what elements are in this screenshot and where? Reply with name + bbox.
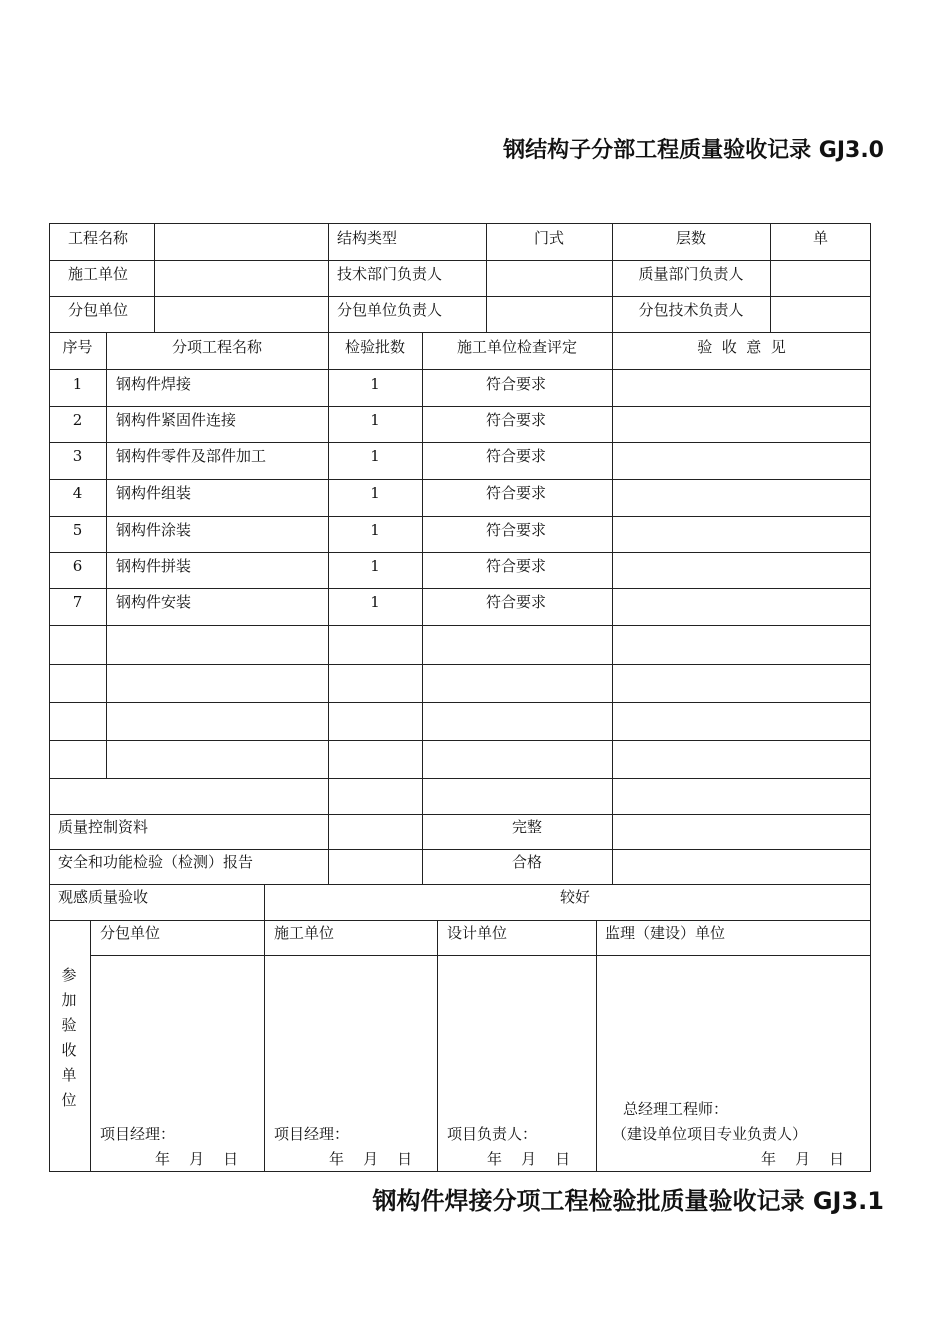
row-line	[49, 552, 871, 553]
structure-type-value: 门式	[533, 229, 564, 247]
floors-value: 单	[812, 229, 828, 247]
item-result: 符合要求	[486, 593, 547, 611]
item-batches: 1	[370, 557, 380, 575]
col-line	[612, 332, 613, 884]
table-border	[49, 223, 871, 1172]
col-header-seq: 序号	[62, 338, 93, 356]
row-line	[90, 955, 871, 956]
item-name: 钢构件紧固件连接	[116, 411, 237, 429]
row-line	[49, 664, 871, 665]
item-batches: 1	[370, 484, 380, 502]
design-unit-label: 设计单位	[447, 924, 508, 942]
item-batches: 1	[370, 593, 380, 611]
item-seq: 2	[72, 411, 83, 429]
col-line	[90, 920, 91, 1172]
tech-head-label: 技术部门负责人	[337, 265, 443, 283]
side-char: 参	[61, 966, 77, 984]
item-name: 钢构件零件及部件加工	[116, 447, 267, 465]
item-batches: 1	[370, 447, 380, 465]
builder-sign-date: 年 月 日	[329, 1150, 413, 1168]
item-seq: 7	[72, 593, 83, 611]
row-line	[49, 849, 871, 850]
col-line	[154, 223, 155, 332]
col-line	[596, 920, 597, 1172]
design-sign-label: 项目负责人：	[447, 1125, 538, 1143]
col-line	[264, 884, 265, 1172]
supervision-sign-date: 年 月 日	[761, 1150, 845, 1168]
item-batches: 1	[370, 411, 380, 429]
supervision-unit-label: 监理（建设）单位	[605, 924, 726, 942]
col-header-batches: 检验批数	[344, 338, 405, 356]
side-char: 加	[61, 991, 77, 1009]
page-title: 钢结构子分部工程质量验收记录 GJ3.0	[503, 138, 884, 163]
item-result: 符合要求	[486, 447, 547, 465]
acceptance-record-table	[49, 223, 871, 1172]
participating-units-label	[59, 963, 79, 1113]
row-line	[49, 814, 871, 815]
item-seq: 5	[72, 521, 83, 539]
row-line	[49, 588, 871, 589]
col-line	[437, 920, 438, 1172]
item-batches: 1	[370, 375, 380, 393]
safety-report-label: 安全和功能检验（检测）报告	[58, 853, 254, 871]
item-name: 钢构件涂装	[116, 521, 192, 539]
side-char: 单	[61, 1066, 77, 1084]
row-line	[49, 479, 871, 480]
col-header-item: 分项工程名称	[171, 338, 262, 356]
row-line	[49, 920, 871, 921]
row-line	[49, 296, 871, 297]
col-line	[328, 223, 329, 332]
builder-sign-label: 项目经理：	[274, 1125, 350, 1143]
side-char: 验	[61, 1016, 77, 1034]
col-header-opinion: 验 收 意 见	[697, 338, 786, 356]
row-line	[49, 260, 871, 261]
row-line	[49, 625, 871, 626]
supervision-sign-note: （建设单位项目专业负责人）	[612, 1125, 808, 1143]
item-name: 钢构件拼装	[116, 557, 192, 575]
col-line	[422, 332, 423, 884]
row-line	[49, 332, 871, 333]
item-batches: 1	[370, 521, 380, 539]
item-result: 符合要求	[486, 557, 547, 575]
row-line	[49, 884, 871, 885]
sub-sign-date: 年 月 日	[155, 1150, 239, 1168]
item-name: 钢构件安装	[116, 593, 192, 611]
row-line	[49, 406, 871, 407]
project-name-label: 工程名称	[68, 229, 129, 247]
row-line	[49, 702, 871, 703]
quality-docs-value: 完整	[511, 818, 542, 836]
design-sign-date: 年 月 日	[487, 1150, 571, 1168]
sub-unit-label: 分包单位	[100, 924, 161, 942]
row-line	[49, 740, 871, 741]
item-result: 符合要求	[486, 521, 547, 539]
next-section-title: 钢构件焊接分项工程检验批质量验收记录 GJ3.1	[372, 1187, 884, 1215]
floors-label: 层数	[675, 229, 706, 247]
subcontractor-label: 分包单位	[68, 301, 129, 319]
row-line	[49, 442, 871, 443]
item-result: 符合要求	[486, 411, 547, 429]
builder-unit-label: 施工单位	[274, 924, 335, 942]
item-seq: 4	[72, 484, 83, 502]
sub-sign-label: 项目经理：	[100, 1125, 176, 1143]
contractor-label: 施工单位	[68, 265, 129, 283]
structure-type-label: 结构类型	[337, 229, 398, 247]
quality-docs-label: 质量控制资料	[58, 818, 149, 836]
item-seq: 3	[72, 447, 83, 465]
item-name: 钢构件组装	[116, 484, 192, 502]
col-line	[106, 332, 107, 778]
item-name: 钢构件焊接	[116, 375, 192, 393]
item-result: 符合要求	[486, 484, 547, 502]
appearance-value: 较好	[559, 888, 590, 906]
item-seq: 6	[72, 557, 83, 575]
quality-head-label: 质量部门负责人	[638, 265, 744, 283]
row-line	[49, 516, 871, 517]
sub-tech-head-label: 分包技术负责人	[638, 301, 744, 319]
side-char: 位	[61, 1091, 77, 1109]
col-header-self-check: 施工单位检查评定	[456, 338, 577, 356]
row-line	[49, 778, 871, 779]
row-line	[49, 369, 871, 370]
appearance-label: 观感质量验收	[58, 888, 149, 906]
side-char: 收	[61, 1041, 77, 1059]
sub-head-label: 分包单位负责人	[337, 301, 443, 319]
safety-report-value: 合格	[511, 853, 542, 871]
supervision-sign-label: 总经理工程师：	[623, 1100, 729, 1118]
item-result: 符合要求	[486, 375, 547, 393]
item-seq: 1	[72, 375, 83, 393]
